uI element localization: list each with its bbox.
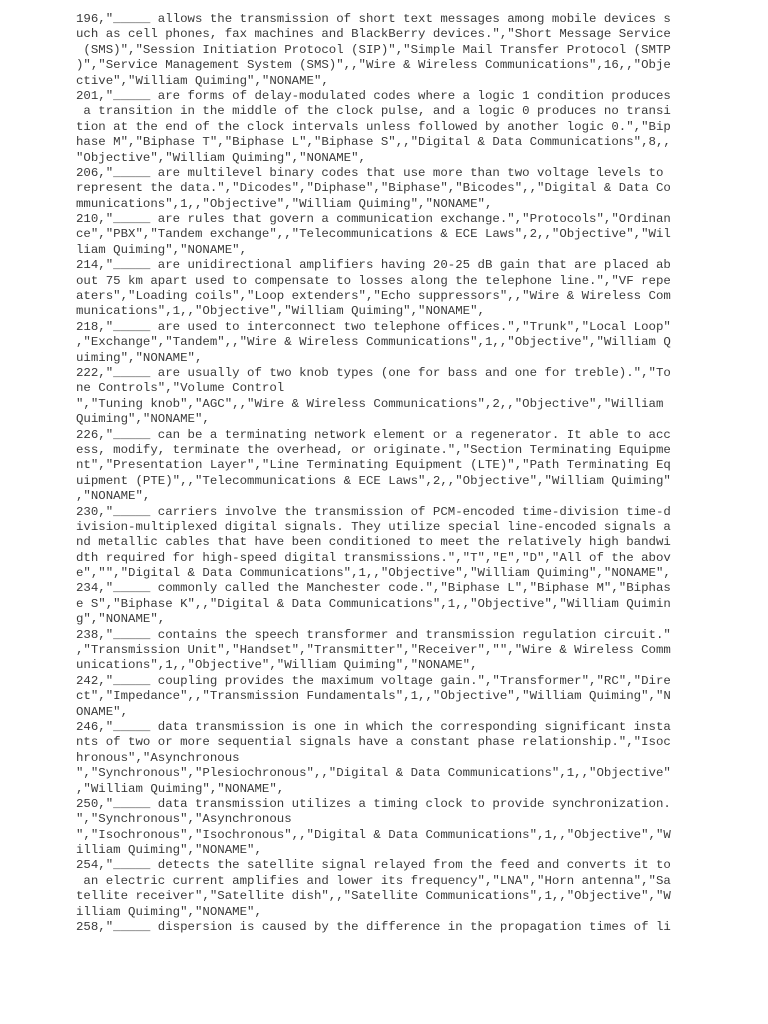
text-line: liam Quiming","NONAME", [76,242,248,257]
text-line: 258,"_____ dispersion is caused by the difference in the propagation times of li [76,920,671,935]
text-line: ne Controls","Volume Control [76,381,285,396]
text-line: g","NONAME", [76,612,166,627]
text-line: e","","Digital & Data Communications",1,,"Objective","William Quiming","NONAME", [76,566,671,581]
text-line: 242,"_____ coupling provides the maximum voltage gain.","Transformer","RC","Dire [76,673,671,688]
text-line: ","Synchronous","Plesiochronous",,"Digital & Data Communications",1,,"Objective" [76,766,671,781]
text-line: hronous","Asynchronous [76,750,240,765]
text-line: ,"Exchange","Tandem",,"Wire & Wireless Communications",1,,"Objective","William Q [76,335,671,350]
text-line: 210,"_____ are rules that govern a communication exchange.","Protocols","Ordinan [76,212,671,227]
text-line: represent the data.","Dicodes","Diphase","Biphase","Bicodes",,"Digital & Data Co [76,181,671,196]
text-line: tion at the end of the clock intervals unless followed by another logic 0.","Bip [76,119,671,134]
text-line: nts of two or more sequential signals have a constant phase relationship.","Isoc [76,735,671,750]
text-line: a transition in the middle of the clock pulse, and a logic 0 produces no transi [76,104,671,119]
text-line: ess, modify, terminate the overhead, or originate.","Section Terminating Equipme [76,442,671,457]
text-line: nd metallic cables that have been conditioned to meet the relatively high bandwi [76,535,671,550]
text-line: uiming","NONAME", [76,350,203,365]
text-line: aters","Loading coils","Loop extenders","Echo suppressors",,"Wire & Wireless Com [76,289,671,304]
text-line: ,"NONAME", [76,489,151,504]
text-line: illiam Quiming","NONAME", [76,904,262,919]
document-text [76,12,768,935]
text-line: 246,"_____ data transmission is one in which the corresponding significant insta [76,719,671,734]
text-line: dth required for high-speed digital transmissions.","T","E","D","All of the abov [76,550,671,565]
text-line: )","Service Management System (SMS)",,"Wire & Wireless Communications",16,,"Obje [76,58,671,73]
text-line: mmunications",1,,"Objective","William Quiming","NONAME", [76,196,493,211]
text-line: ","Tuning knob","AGC",,"Wire & Wireless Communications",2,,"Objective","William [76,396,664,411]
text-line: "Objective","William Quiming","NONAME", [76,150,366,165]
text-line: unications",1,,"Objective","William Quiming","NONAME", [76,658,478,673]
text-line: 254,"_____ detects the satellite signal relayed from the feed and converts it to [76,858,671,873]
text-line: 226,"_____ can be a terminating network element or a regenerator. It able to acc [76,427,671,442]
text-line: ce","PBX","Tandem exchange",,"Telecommunications & ECE Laws",2,,"Objective","Wil [76,227,671,242]
text-line: ONAME", [76,704,129,719]
text-line: Quiming","NONAME", [76,412,210,427]
text-line: 238,"_____ contains the speech transformer and transmission regulation circuit." [76,627,671,642]
text-line: 206,"_____ are multilevel binary codes that use more than two voltage levels to [76,165,664,180]
text-line: 250,"_____ data transmission utilizes a timing clock to provide synchronization. [76,796,671,811]
text-line: 214,"_____ are unidirectional amplifiers having 20-25 dB gain that are placed ab [76,258,671,273]
text-line: hase M","Biphase T","Biphase L","Biphase S",,"Digital & Data Communications",8,, [76,135,671,150]
text-line: 196,"_____ allows the transmission of short text messages among mobile devices s [76,12,671,26]
text-line: ivision-multiplexed digital signals. They utilize special line-encoded signals a [76,519,671,534]
text-line: ","Isochronous","Isochronous",,"Digital & Data Communications",1,,"Objective","W [76,827,671,842]
text-line: nt","Presentation Layer","Line Terminating Equipment (LTE)","Path Terminating Eq [76,458,671,473]
text-line: uipment (PTE)",,"Telecommunications & ECE Laws",2,,"Objective","William Quiming" [76,473,671,488]
text-line: ,"William Quiming","NONAME", [76,781,285,796]
text-line: ctive","William Quiming","NONAME", [76,73,329,88]
text-line: tellite receiver","Satellite dish",,"Satellite Communications",1,,"Objective","W [76,889,671,904]
text-line: 222,"_____ are usually of two knob types (one for bass and one for treble).","To [76,365,671,380]
text-line: ,"Transmission Unit","Handset","Transmitter","Receiver","","Wire & Wireless Comm [76,643,671,658]
text-line: an electric current amplifies and lower its frequency","LNA","Horn antenna","Sa [76,873,671,888]
text-line: munications",1,,"Objective","William Quiming","NONAME", [76,304,485,319]
text-line: e S","Biphase K",,"Digital & Data Communications",1,,"Objective","William Quimin [76,596,671,611]
text-line: ","Synchronous","Asynchronous [76,812,292,827]
text-line: (SMS)","Session Initiation Protocol (SIP)","Simple Mail Transfer Protocol (SMTP [76,42,671,57]
text-line: uch as cell phones, fax machines and BlackBerry devices.","Short Message Service [76,27,671,42]
text-line: ct","Impedance",,"Transmission Fundamentals",1,,"Objective","William Quiming","N [76,689,671,704]
text-line: 218,"_____ are used to interconnect two telephone offices.","Trunk","Local Loop" [76,319,671,334]
text-line: 230,"_____ carriers involve the transmission of PCM-encoded time-division time-d [76,504,671,519]
text-line: 201,"_____ are forms of delay-modulated codes where a logic 1 condition produces [76,88,671,103]
text-line: 234,"_____ commonly called the Manchester code.","Biphase L","Biphase M","Biphas [76,581,671,596]
text-line: out 75 km apart used to compensate to losses along the telephone line.","VF repe [76,273,671,288]
text-line: illiam Quiming","NONAME", [76,843,262,858]
